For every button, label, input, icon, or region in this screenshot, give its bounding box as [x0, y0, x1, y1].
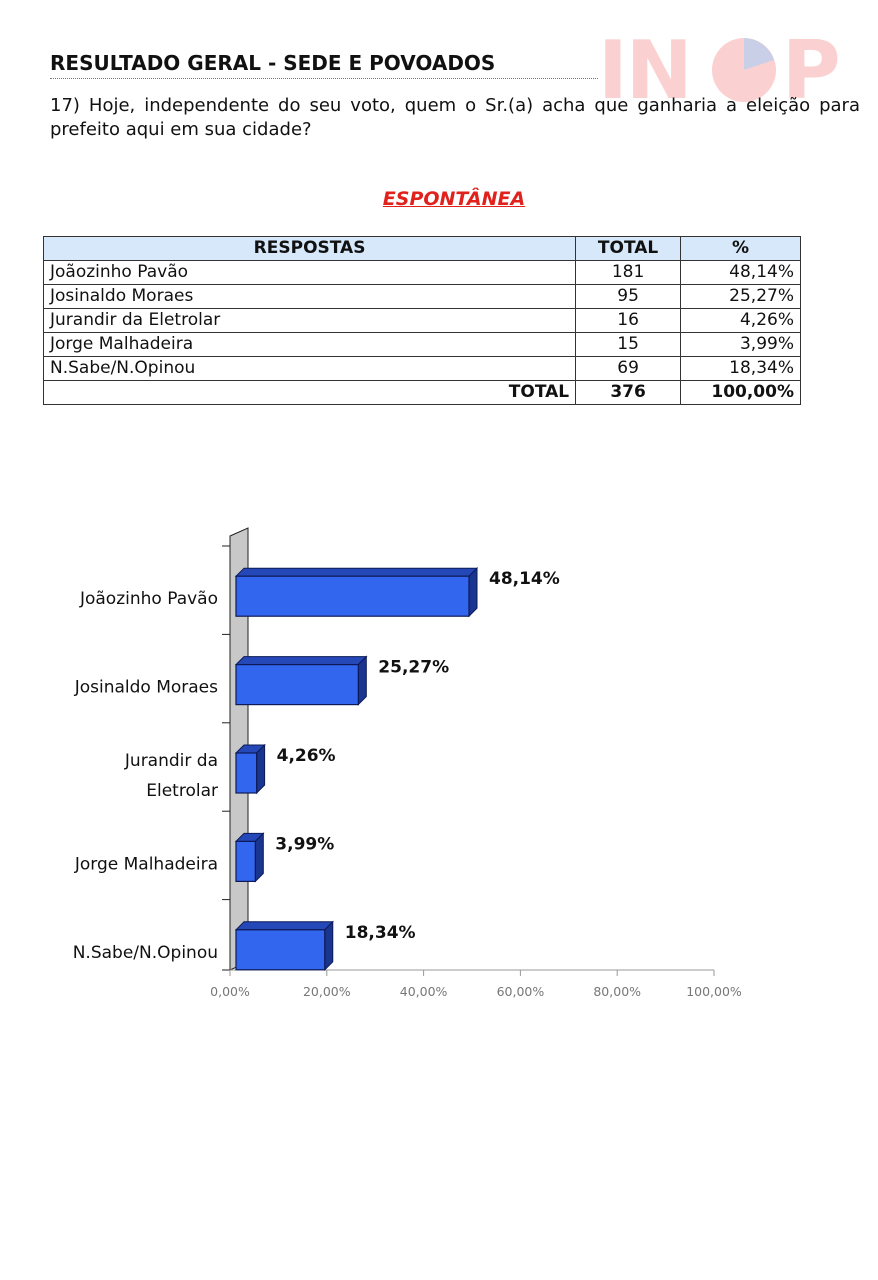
- table-row: [44, 309, 801, 333]
- question-text: 17) Hoje, independente do seu voto, quem o Sr.(a) acha que ganharia a eleição para prefeito aqui em sua cidade?: [50, 95, 860, 140]
- x-tick-label: 100,00%: [686, 984, 742, 999]
- table-row: [44, 285, 801, 309]
- svg-text:P: P: [782, 30, 841, 104]
- x-tick-label: 20,00%: [302, 984, 351, 999]
- row-percent: 25,27%: [681, 285, 801, 309]
- row-percent: 3,99%: [681, 333, 801, 357]
- row-percent: 48,14%: [681, 261, 801, 285]
- inop-logo: [598, 30, 860, 104]
- bar-side: [325, 922, 333, 970]
- bar: [236, 841, 255, 881]
- row-total: 69: [576, 357, 681, 381]
- x-tick-label: 0,00%: [210, 984, 250, 999]
- bar-top: [236, 657, 366, 665]
- row-total: 16: [576, 309, 681, 333]
- x-tick-label: 60,00%: [496, 984, 545, 999]
- results-table: [43, 236, 801, 405]
- table-header-row: [44, 237, 801, 261]
- bar: [236, 930, 325, 970]
- total-percent: 100,00%: [681, 381, 801, 405]
- header-total: TOTAL: [576, 237, 681, 261]
- section-subtitle: ESPONTÂNEA: [382, 188, 526, 210]
- row-percent: 18,34%: [681, 357, 801, 381]
- category-label: Eletrolar: [146, 781, 218, 801]
- row-total: 15: [576, 333, 681, 357]
- category-label: Jorge Malhadeira: [74, 854, 218, 875]
- row-name: Josinaldo Moraes: [44, 285, 576, 309]
- page-title: RESULTADO GERAL - SEDE E POVOADOS: [50, 51, 496, 75]
- bar-value-label: 3,99%: [275, 834, 335, 855]
- table-row: [44, 333, 801, 357]
- bar-top: [236, 568, 477, 576]
- category-label: Jurandir da: [124, 751, 218, 771]
- row-percent: 4,26%: [681, 309, 801, 333]
- table-total-row: [44, 381, 801, 405]
- x-tick-label: 40,00%: [399, 984, 448, 999]
- bar-value-label: 25,27%: [378, 657, 450, 678]
- bar: [236, 665, 358, 705]
- bar: [236, 753, 257, 793]
- category-label: Josinaldo Moraes: [74, 677, 218, 698]
- bar-top: [236, 922, 333, 930]
- category-label: N.Sabe/N.Opinou: [72, 942, 218, 963]
- header-respostas: RESPOSTAS: [44, 237, 576, 261]
- table-row: [44, 261, 801, 285]
- bar-side: [255, 833, 263, 881]
- row-name: Jorge Malhadeira: [44, 333, 576, 357]
- row-name: Joãozinho Pavão: [44, 261, 576, 285]
- bar-side: [469, 568, 477, 616]
- x-tick-label: 80,00%: [593, 984, 642, 999]
- bar-side: [257, 745, 265, 793]
- bar: [236, 576, 469, 616]
- svg-text:IN: IN: [598, 30, 691, 104]
- row-total: 95: [576, 285, 681, 309]
- title-divider: [50, 78, 598, 79]
- row-total: 181: [576, 261, 681, 285]
- header-percent: %: [681, 237, 801, 261]
- bar-value-label: 4,26%: [276, 746, 336, 766]
- bar-chart: [0, 500, 878, 1020]
- category-label: Joãozinho Pavão: [79, 589, 218, 610]
- total-count: 376: [576, 381, 681, 405]
- row-name: N.Sabe/N.Opinou: [44, 357, 576, 381]
- total-label: TOTAL: [44, 381, 576, 405]
- row-name: Jurandir da Eletrolar: [44, 309, 576, 333]
- bar-value-label: 18,34%: [344, 922, 416, 943]
- bar-side: [358, 657, 366, 705]
- table-row: [44, 357, 801, 381]
- bar-value-label: 48,14%: [488, 569, 560, 590]
